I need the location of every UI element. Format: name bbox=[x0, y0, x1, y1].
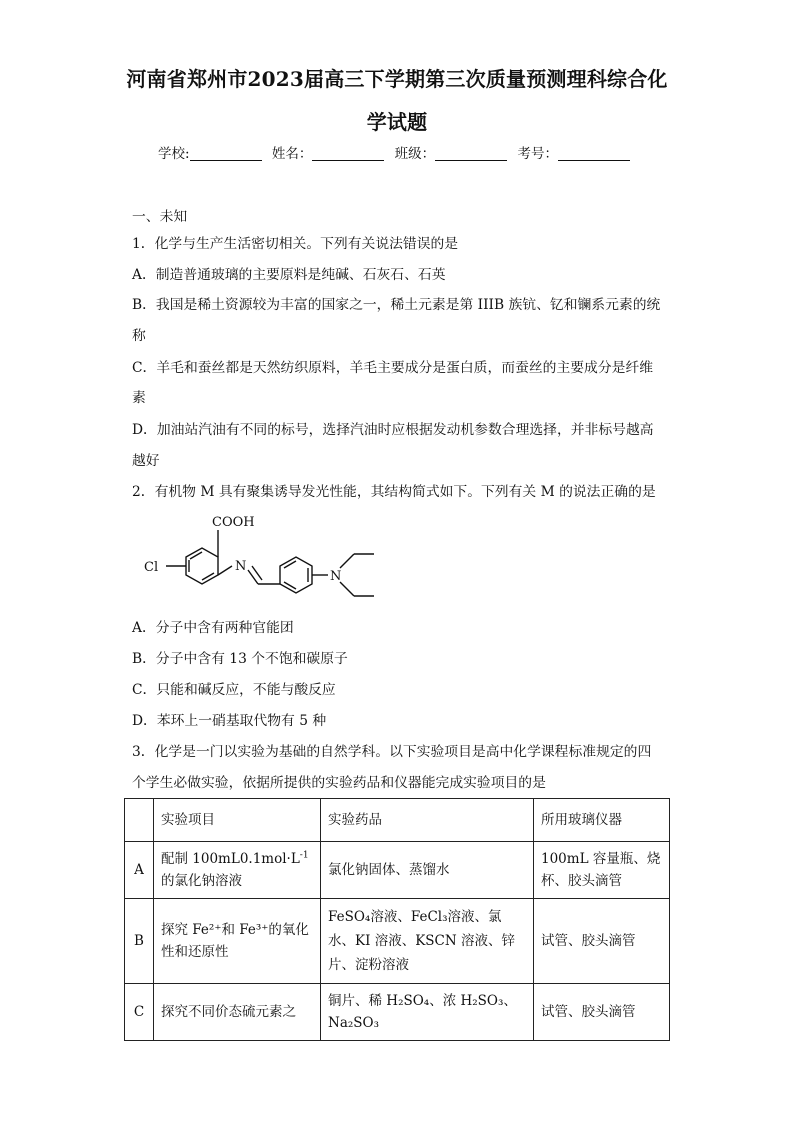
molecule-m-structure bbox=[132, 510, 392, 606]
q1-option-b-line2: 称 bbox=[132, 328, 146, 344]
row-project: 探究不同价态硫元素之 bbox=[154, 984, 321, 1041]
table-header-row bbox=[125, 799, 670, 842]
header-project: 实验项目 bbox=[154, 799, 321, 842]
q1-stem: 1．化学与生产生活密切相关。下列有关说法错误的是 bbox=[132, 236, 459, 252]
q2-option-a: A．分子中含有两种官能团 bbox=[132, 620, 294, 636]
q1-option-d-line1: D．加油站汽油有不同的标号，选择汽油时应根据发动机参数合理选择，并非标号越高 bbox=[132, 422, 654, 438]
class-blank bbox=[435, 144, 507, 161]
q2-stem: 2．有机物 M 具有聚集诱导发光性能，其结构简式如下。下列有关 M 的说法正确的是 bbox=[132, 484, 656, 500]
q2-option-d: D．苯环上一硝基取代物有 5 种 bbox=[132, 713, 327, 729]
benzene-ring-left bbox=[186, 548, 218, 584]
school-blank bbox=[190, 144, 262, 161]
class-label: 班级： bbox=[394, 146, 436, 162]
exam-number-blank bbox=[558, 144, 630, 161]
amine-n-label: N bbox=[330, 569, 342, 584]
exam-number-label: 考号： bbox=[517, 146, 558, 162]
q1-option-c-line1: C．羊毛和蚕丝都是天然纺织原料，羊毛主要成分是蛋白质，而蚕丝的主要成分是纤维 bbox=[132, 360, 654, 376]
school-label: 学校: bbox=[158, 146, 190, 162]
cooh-label: COOH bbox=[212, 515, 255, 530]
row-project: 探究 Fe²⁺和 Fe³⁺的氧化性和还原性 bbox=[154, 899, 321, 984]
row-glassware: 试管、胶头滴管 bbox=[534, 899, 670, 984]
row-reagents: 铜片、稀 H₂SO₄、浓 H₂SO₃、Na₂SO₃ bbox=[321, 984, 534, 1041]
cl-label: Cl bbox=[144, 560, 159, 575]
q3-stem-line1: 3．化学是一门以实验为基础的自然学科。以下实验项目是高中化学课程标准规定的四 bbox=[132, 744, 652, 760]
q1-option-a: A．制造普通玻璃的主要原料是纯碱、石灰石、石英 bbox=[132, 267, 446, 283]
benzene-ring-right bbox=[280, 557, 312, 593]
row-reagents: FeSO₄溶液、FeCl₃溶液、氯水、KI 溶液、KSCN 溶液、锌片、淀粉溶液 bbox=[321, 899, 534, 984]
q3-stem-line2: 个学生必做实验，依据所提供的实验药品和仪器能完成实验项目的是 bbox=[132, 775, 546, 791]
student-info-row bbox=[0, 142, 794, 166]
imine-n-label: N bbox=[235, 559, 247, 574]
header-glassware: 所用玻璃仪器 bbox=[534, 799, 670, 842]
row-project: 配制 $100mL0.1mol\cdot L^{-1}$的氯化钠溶液 bbox=[154, 842, 321, 899]
q2-option-b: B．分子中含有 13 个不饱和碳原子 bbox=[132, 651, 348, 667]
name-blank bbox=[312, 144, 384, 161]
row-label: B bbox=[125, 899, 154, 984]
row-reagents: 氯化钠固体、蒸馏水 bbox=[321, 842, 534, 899]
table-row bbox=[125, 842, 670, 899]
section-heading: 一、未知 bbox=[132, 209, 188, 225]
name-label: 姓名： bbox=[271, 146, 313, 162]
q2-option-c: C．只能和碱反应，不能与酸反应 bbox=[132, 682, 336, 698]
header-reagents: 实验药品 bbox=[321, 799, 534, 842]
table-row bbox=[125, 899, 670, 984]
row-glassware: 试管、胶头滴管 bbox=[534, 984, 670, 1041]
row-label: A bbox=[125, 842, 154, 899]
row-glassware: 100mL 容量瓶、烧杯、胶头滴管 bbox=[534, 842, 670, 899]
q1-option-c-line2: 素 bbox=[132, 390, 146, 406]
exam-title-line1: 河南省郑州市2023届高三下学期第三次质量预测理科综合化 bbox=[126, 67, 668, 91]
header-blank-cell bbox=[125, 799, 154, 842]
table-row bbox=[125, 984, 670, 1041]
q1-option-d-line2: 越好 bbox=[132, 453, 160, 469]
row-label: C bbox=[125, 984, 154, 1041]
experiment-table bbox=[124, 798, 670, 1041]
exam-title-line2: 学试题 bbox=[366, 110, 428, 134]
q1-option-b-line1: B．我国是稀土资源较为丰富的国家之一，稀土元素是第 IIIB 族钪、钇和镧系元素的统 bbox=[132, 297, 661, 313]
